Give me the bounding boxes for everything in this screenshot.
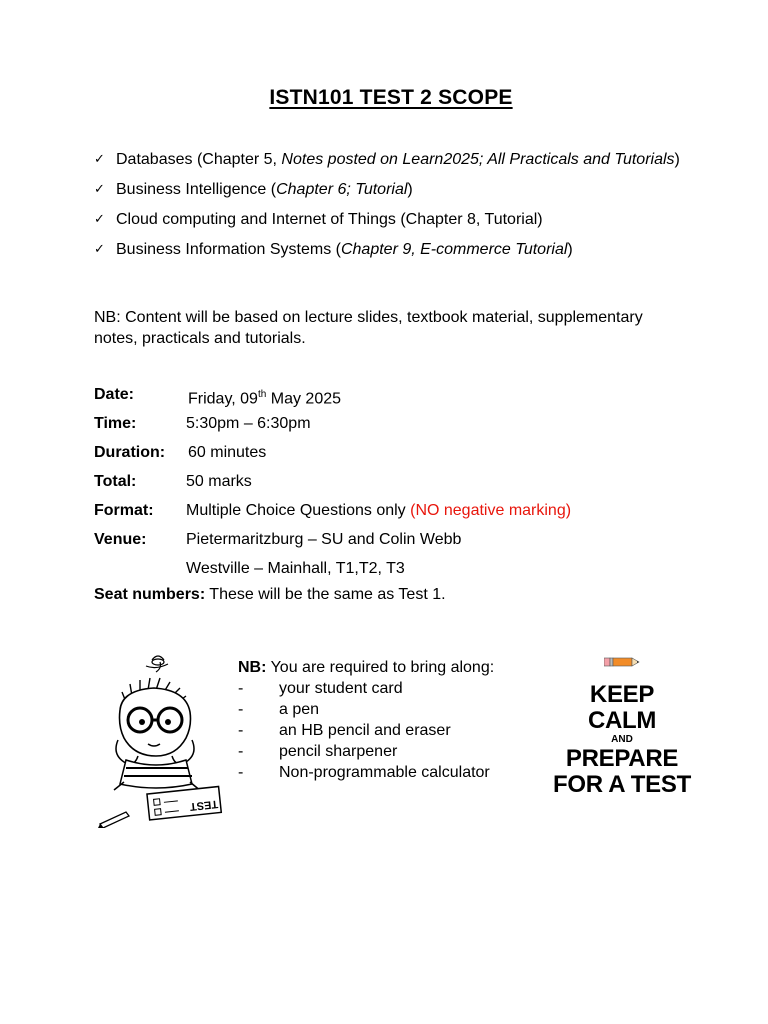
dash-bullet: -: [238, 701, 244, 718]
fly-icon: [146, 656, 168, 672]
topic-italic: Chapter 9, E-commerce Tutorial: [340, 241, 568, 258]
topic-italic: Notes posted on Learn2025; All Practicals and Tutorials: [281, 151, 675, 168]
topic-item: [94, 180, 694, 200]
list-item: [238, 762, 548, 783]
keep-calm-poster: [538, 652, 706, 812]
seat-numbers: [94, 584, 446, 606]
bring-heading: [238, 657, 548, 678]
format-label: Format:: [94, 502, 154, 519]
test-details: [94, 384, 694, 587]
topic-text: Cloud computing and Internet of Things (Chapter 8, Tutorial): [116, 211, 543, 228]
pencil-icon: [604, 656, 640, 668]
topic-end: ): [567, 241, 573, 258]
list-item: [238, 699, 548, 720]
poster-line-for-a-test: FOR A TEST: [553, 771, 691, 798]
item-text: your student card: [279, 680, 403, 697]
venue-row-2: [94, 558, 694, 587]
date-value: [188, 384, 341, 410]
date-month-year: May 2025: [266, 390, 342, 408]
time-label: Time:: [94, 415, 137, 432]
item-text: an HB pencil and eraser: [279, 722, 451, 739]
venue-value-westville: Westville – Mainhall, T1,T2, T3: [186, 560, 405, 577]
item-text: a pen: [279, 701, 320, 718]
total-row: [94, 471, 694, 500]
dash-bullet: -: [238, 722, 244, 739]
topic-text: Business Information Systems (: [116, 241, 341, 258]
topic-end: ): [407, 181, 413, 198]
duration-value: 60 minutes: [188, 444, 267, 461]
format-row: [94, 500, 694, 529]
total-value: 50 marks: [186, 473, 252, 490]
bring-intro: You are required to bring along:: [266, 659, 495, 676]
poster-line-and: AND: [611, 734, 633, 745]
date-day: Friday, 09: [188, 390, 258, 408]
seat-value: These will be the same as Test 1.: [205, 586, 446, 603]
duration-label: Duration:: [94, 444, 166, 461]
topic-list: [94, 150, 694, 270]
bring-list: [238, 657, 548, 783]
time-value: 5:30pm – 6:30pm: [186, 415, 311, 432]
checkmark-icon: ✓: [94, 152, 105, 167]
seat-label: Seat numbers:: [94, 586, 206, 603]
checkmark-icon: ✓: [94, 212, 105, 227]
date-row: [94, 384, 694, 413]
duration-row: [94, 442, 694, 471]
topic-item: [94, 210, 694, 230]
poster-line-keep: KEEP: [589, 681, 655, 708]
poster-line-prepare: PREPARE: [565, 745, 679, 772]
paper-test-label: TEST: [189, 797, 219, 813]
format-value: [186, 500, 571, 522]
checkmark-icon: ✓: [94, 242, 105, 257]
poster-line-calm: CALM: [587, 707, 657, 734]
page-title: ISTN101 TEST 2 SCOPE: [269, 86, 513, 109]
topic-end: ): [674, 151, 680, 168]
student-cartoon-illustration: [96, 652, 228, 828]
time-row: [94, 413, 694, 442]
format-note: (NO negative marking): [410, 502, 572, 519]
checkmark-icon: ✓: [94, 182, 105, 197]
venue-row: [94, 529, 694, 558]
content-note: NB: Content will be based on lecture slides, textbook material, supplementary notes, practicals and tutorials.: [94, 309, 643, 347]
topic-item: [94, 150, 694, 170]
date-suffix: th: [257, 389, 267, 400]
dash-bullet: -: [238, 743, 244, 760]
list-item: [238, 720, 548, 741]
item-text: pencil sharpener: [279, 743, 398, 760]
dash-bullet: -: [238, 764, 244, 781]
venue-value-pmb: Pietermaritzburg – SU and Colin Webb: [186, 531, 462, 548]
topic-text: Databases (Chapter 5,: [116, 151, 282, 168]
list-item: [238, 678, 548, 699]
date-label: Date:: [94, 386, 135, 403]
total-label: Total:: [94, 473, 137, 490]
item-text: Non-programmable calculator: [279, 764, 490, 781]
bring-nb-label: NB:: [238, 659, 267, 676]
topic-text: Business Intelligence (: [116, 181, 277, 198]
dash-bullet: -: [238, 680, 244, 697]
list-item: [238, 741, 548, 762]
format-text: Multiple Choice Questions only: [186, 502, 411, 519]
venue-label: Venue:: [94, 531, 147, 548]
topic-italic: Chapter 6; Tutorial: [276, 181, 408, 198]
topic-item: [94, 240, 694, 260]
